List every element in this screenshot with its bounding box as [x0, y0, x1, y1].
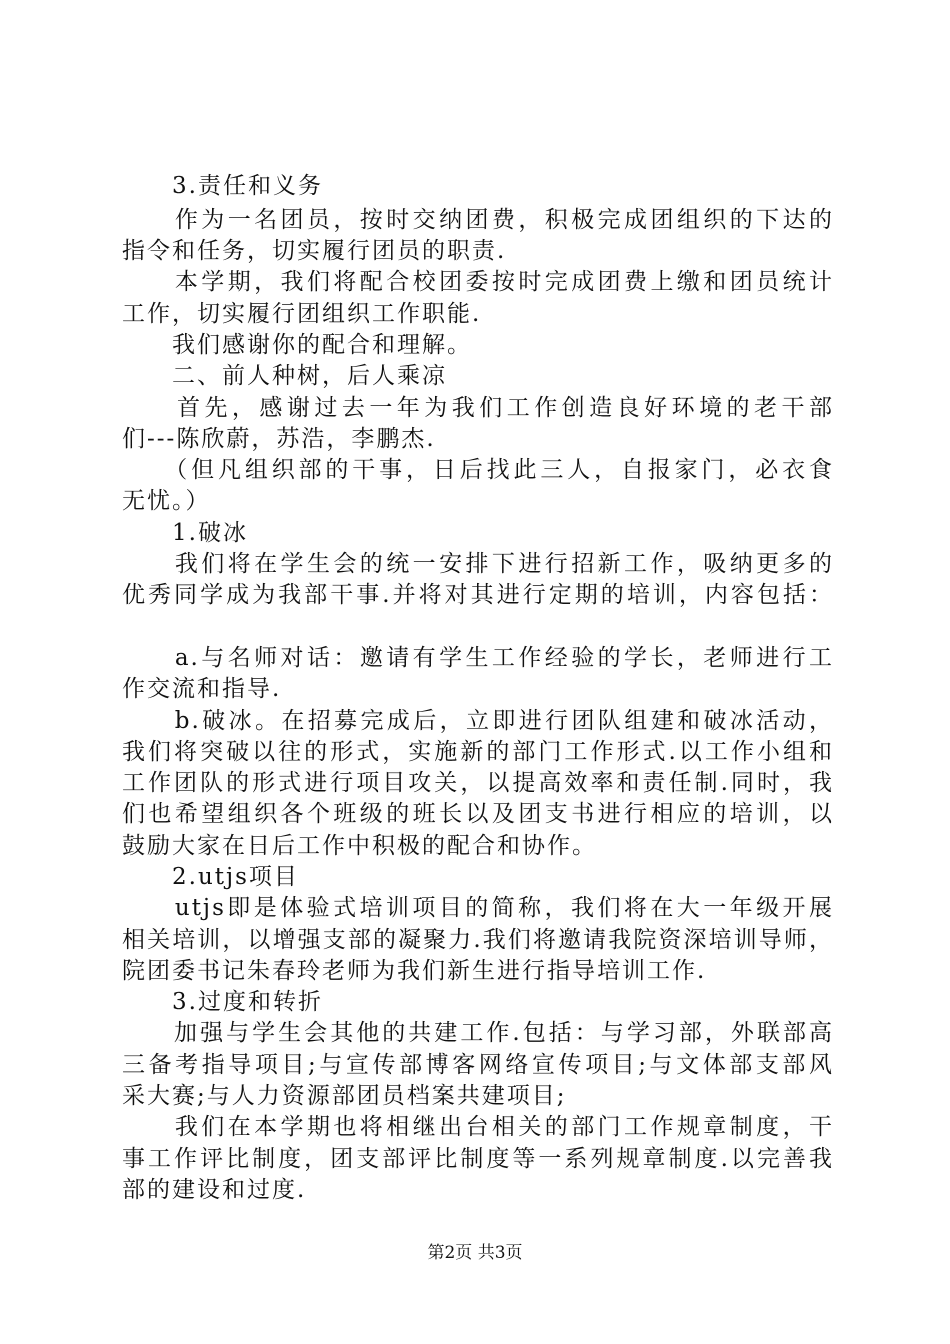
text-line: 优秀同学成为我部干事.并将对其进行定期的培训，内容包括： [122, 582, 834, 608]
text-line: 加强与学生会其他的共建工作.包括：与学习部，外联部高 [122, 1020, 834, 1046]
text-line: 无忧。） [122, 488, 211, 514]
text-line: 我们在本学期也将相继出台相关的部门工作规章制度，干 [122, 1114, 834, 1140]
text-line: 工作团队的形式进行项目攻关，以提高效率和责任制.同时，我 [122, 770, 834, 796]
text-line: 工作，切实履行团组织工作职能. [122, 301, 482, 327]
page-footer: 第2页 共3页 [427, 1243, 523, 1263]
text-line: 作交流和指导. [122, 676, 282, 702]
text-line: 指令和任务，切实履行团员的职责. [122, 238, 507, 264]
text-line: a.与名师对话：邀请有学生工作经验的学长，老师进行工 [122, 645, 834, 671]
text-line: 事工作评比制度，团支部评比制度等一系列规章制度.以完善我 [122, 1146, 834, 1172]
text-line: 我们感谢你的配合和理解。 [122, 332, 472, 358]
text-line: b.破冰。在招募完成后，立即进行团队组建和破冰活动， [122, 708, 834, 734]
subsection-heading: 1.破冰 [122, 520, 248, 546]
text-line: 我们将在学生会的统一安排下进行招新工作，吸纳更多的 [122, 551, 834, 577]
text-line: 们---陈欣蔚，苏浩，李鹏杰. [122, 426, 436, 452]
text-line: 部的建设和过度. [122, 1177, 307, 1203]
text-line: 院团委书记朱春玲老师为我们新生进行指导培训工作. [122, 958, 707, 984]
text-line: 鼓励大家在日后工作中积极的配合和协作。 [122, 833, 597, 859]
text-line: utjs即是体验式培训项目的简称，我们将在大一年级开展 [122, 895, 834, 921]
text-line: 我们将突破以往的形式，实施新的部门工作形式.以工作小组和 [122, 739, 834, 765]
text-line: 们也希望组织各个班级的班长以及团支书进行相应的培训，以 [122, 801, 834, 827]
text-line: （但凡组织部的干事，日后找此三人，自报家门，必衣食 [122, 457, 834, 483]
text-line: 三备考指导项目;与宣传部博客网络宣传项目;与文体部支部风 [122, 1052, 834, 1078]
text-line: 相关培训，以增强支部的凝聚力.我们将邀请我院资深培训导师， [122, 927, 834, 953]
subsection-heading: 3.过度和转折 [122, 989, 323, 1015]
section-heading: 二、前人种树，后人乘凉 [122, 363, 447, 389]
text-line: 首先，感谢过去一年为我们工作创造良好环境的老干部 [122, 395, 834, 421]
text-line: 作为一名团员，按时交纳团费，积极完成团组织的下达的 [122, 207, 834, 233]
text-line: 3.责任和义务 [122, 173, 323, 199]
text-line: 采大赛;与人力资源部团员档案共建项目; [122, 1083, 567, 1109]
text-line: 本学期，我们将配合校团委按时完成团费上缴和团员统计 [122, 269, 834, 295]
subsection-heading: 2.utjs项目 [122, 864, 299, 890]
